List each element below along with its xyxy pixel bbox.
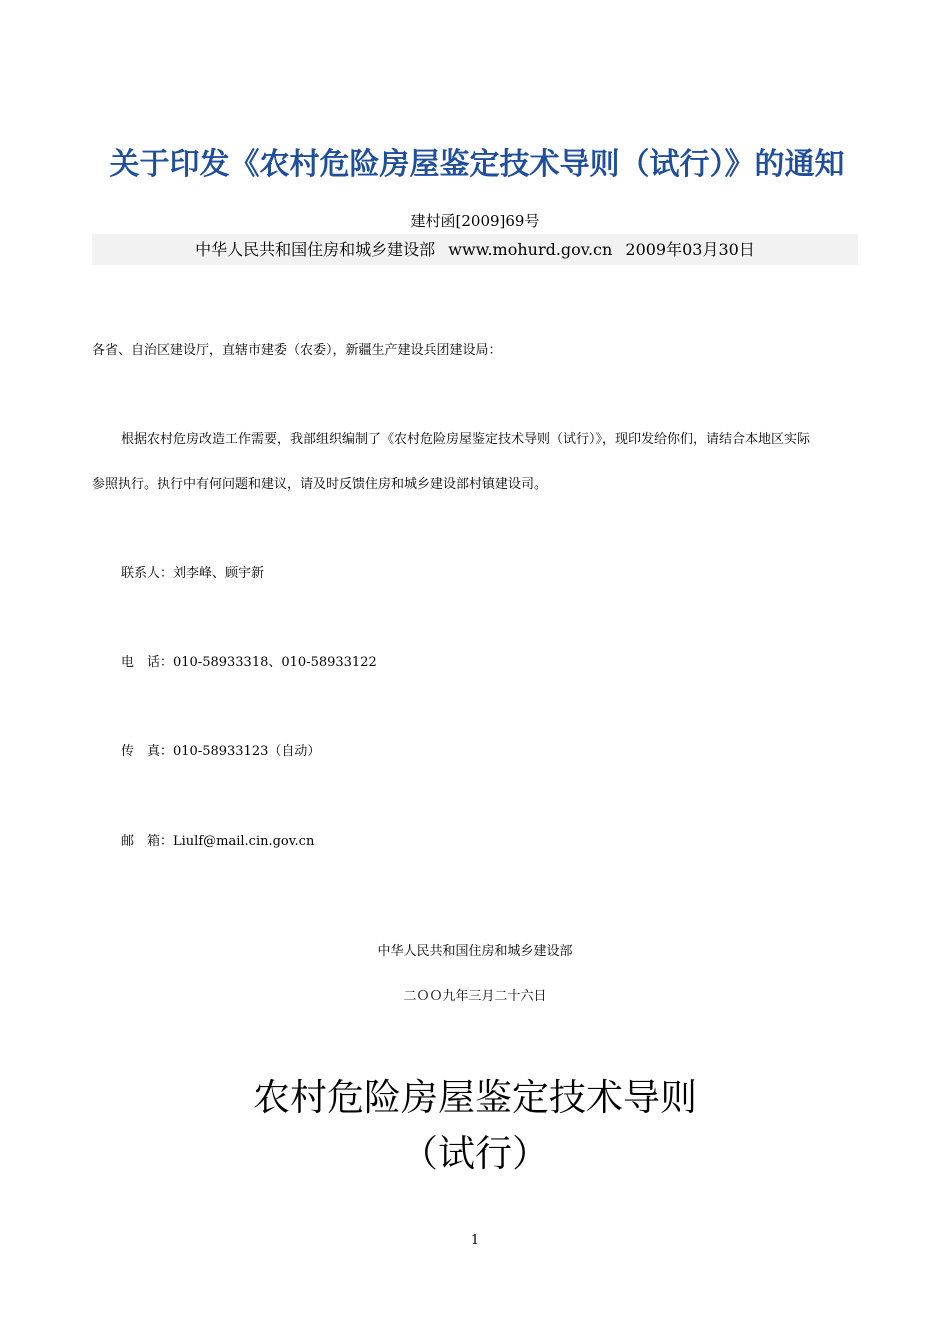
document-number: 建村函[2009]69号 <box>410 212 540 230</box>
page-number: 1 <box>470 1233 480 1248</box>
contact-email[interactable]: 邮 箱：Liulf@mail.cin.gov.cn <box>121 834 315 849</box>
publish-date: 2009年03月30日 <box>625 240 755 259</box>
salutation: 各省、自治区建设厅，直辖市建委（农委），新疆生产建设兵团建设局： <box>92 343 502 358</box>
guideline-title-subtitle: （试行） <box>401 1132 549 1175</box>
contact-fax: 传 真：010-58933123（自动） <box>121 744 321 759</box>
contact-person: 联系人：刘李峰、顾宇新 <box>121 566 265 581</box>
contact-phone: 电 话：010-58933318、010-58933122 <box>121 655 377 670</box>
issuer-name: 中华人民共和国住房和城乡建设部 <box>195 240 436 259</box>
body-paragraph-line-1: 根据农村危房改造工作需要，我部组织编制了《农村危险房屋鉴定技术导则（试行）》，现印发给你们，请结合本地区实际 <box>121 432 811 447</box>
website-link[interactable]: www.mohurd.gov.cn <box>448 240 613 259</box>
body-paragraph-line-2: 参照执行。执行中有何问题和建议，请及时反馈住房和城乡建设部村镇建设司。 <box>92 477 548 492</box>
guideline-title <box>92 1070 858 1182</box>
notice-title: 关于印发《农村危险房屋鉴定技术导则（试行）》的通知 <box>109 147 845 182</box>
signature-org: 中华人民共和国住房和城乡建设部 <box>377 944 573 959</box>
guideline-title-main: 农村危险房屋鉴定技术导则 <box>253 1076 697 1119</box>
source-banner <box>92 234 858 265</box>
signature-date: 二ＯＯ九年三月二十六日 <box>403 989 547 1004</box>
